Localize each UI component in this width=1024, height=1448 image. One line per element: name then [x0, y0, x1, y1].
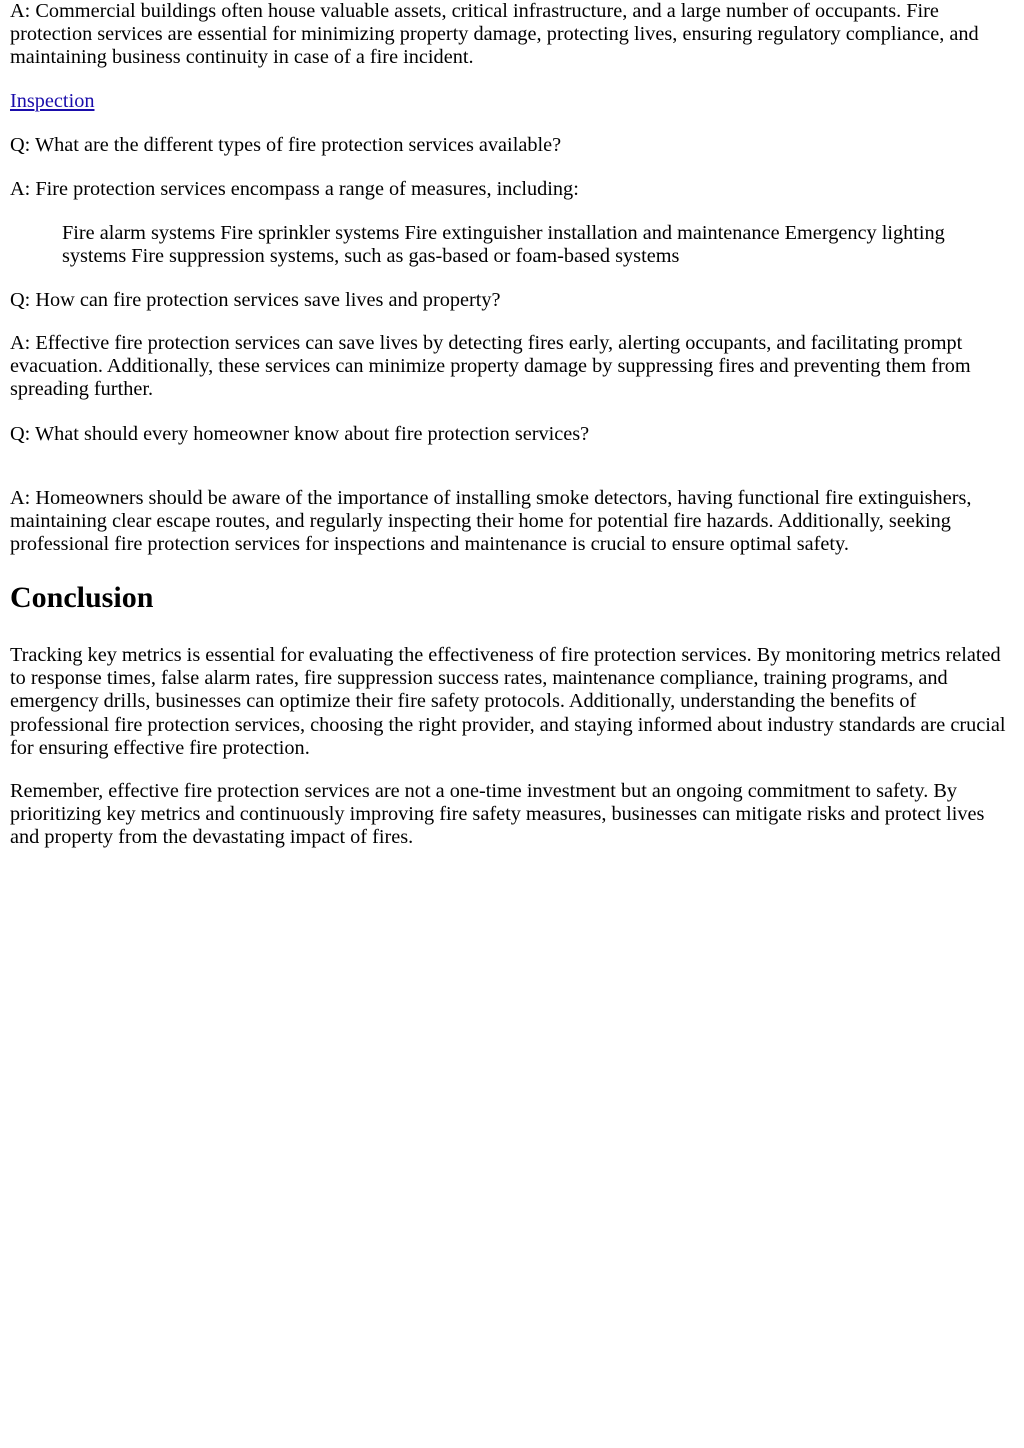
question-homeowner-paragraph: Q: What should every homeowner know about fire protection services? [10, 423, 590, 445]
question-types-paragraph: Q: What are the different types of fire protection services available? [10, 134, 562, 156]
question-save-lives-paragraph: Q: How can fire protection services save lives and property? [10, 289, 501, 311]
answer-commercial-paragraph: A: Commercial buildings often house valuable assets, critical infrastructure, and a large number of occupants. Fire protection services are essential for minimizing property damage, protecting lives, ensuring regulatory compliance, and maintaining business continuity in case of a fire incident. [10, 0, 979, 69]
conclusion-paragraph-2: Remember, effective fire protection services are not a one-time investment but an ongoing commitment to safety. By prioritizing key metrics and continuously improving fire safety measures, businesses can mitigate risks and protect lives and property from the devastating impact of fires. [10, 780, 985, 849]
inspection-link[interactable]: Inspection [10, 90, 95, 112]
conclusion-heading: Conclusion [10, 581, 154, 614]
conclusion-paragraph-1: Tracking key metrics is essential for evaluating the effectiveness of fire protection services. By monitoring metrics related to response times, false alarm rates, fire suppression success rates, maintenance compliance, training programs, and emergency drills, businesses can optimize their fire safety protocols. Additionally, understanding the benefits of professional fire protection services, choosing the right provider, and staying informed about industry standards are crucial for ensuring effective fire protection. [10, 644, 1006, 759]
answer-homeowner-paragraph: A: Homeowners should be aware of the importance of installing smoke detectors, having functional fire extinguishers, maintaining clear escape routes, and regularly inspecting their home for potential fire hazards. Additionally, seeking professional fire protection services for inspections and maintenance is crucial to ensure optimal safety. [10, 487, 972, 556]
types-list-blockquote: Fire alarm systems Fire sprinkler systems Fire extinguisher installation and maintenance Emergency lighting systems Fire suppression systems, such as gas-based or foam-based systems [62, 222, 945, 268]
answer-types-intro-paragraph: A: Fire protection services encompass a range of measures, including: [10, 178, 579, 200]
answer-save-lives-paragraph: A: Effective fire protection services can save lives by detecting fires early, alerting occupants, and facilitating prompt evacuation. Additionally, these services can minimize property damage by suppressing fires and preventing them from spreading further. [10, 332, 971, 401]
inspection-link-paragraph [10, 90, 94, 113]
